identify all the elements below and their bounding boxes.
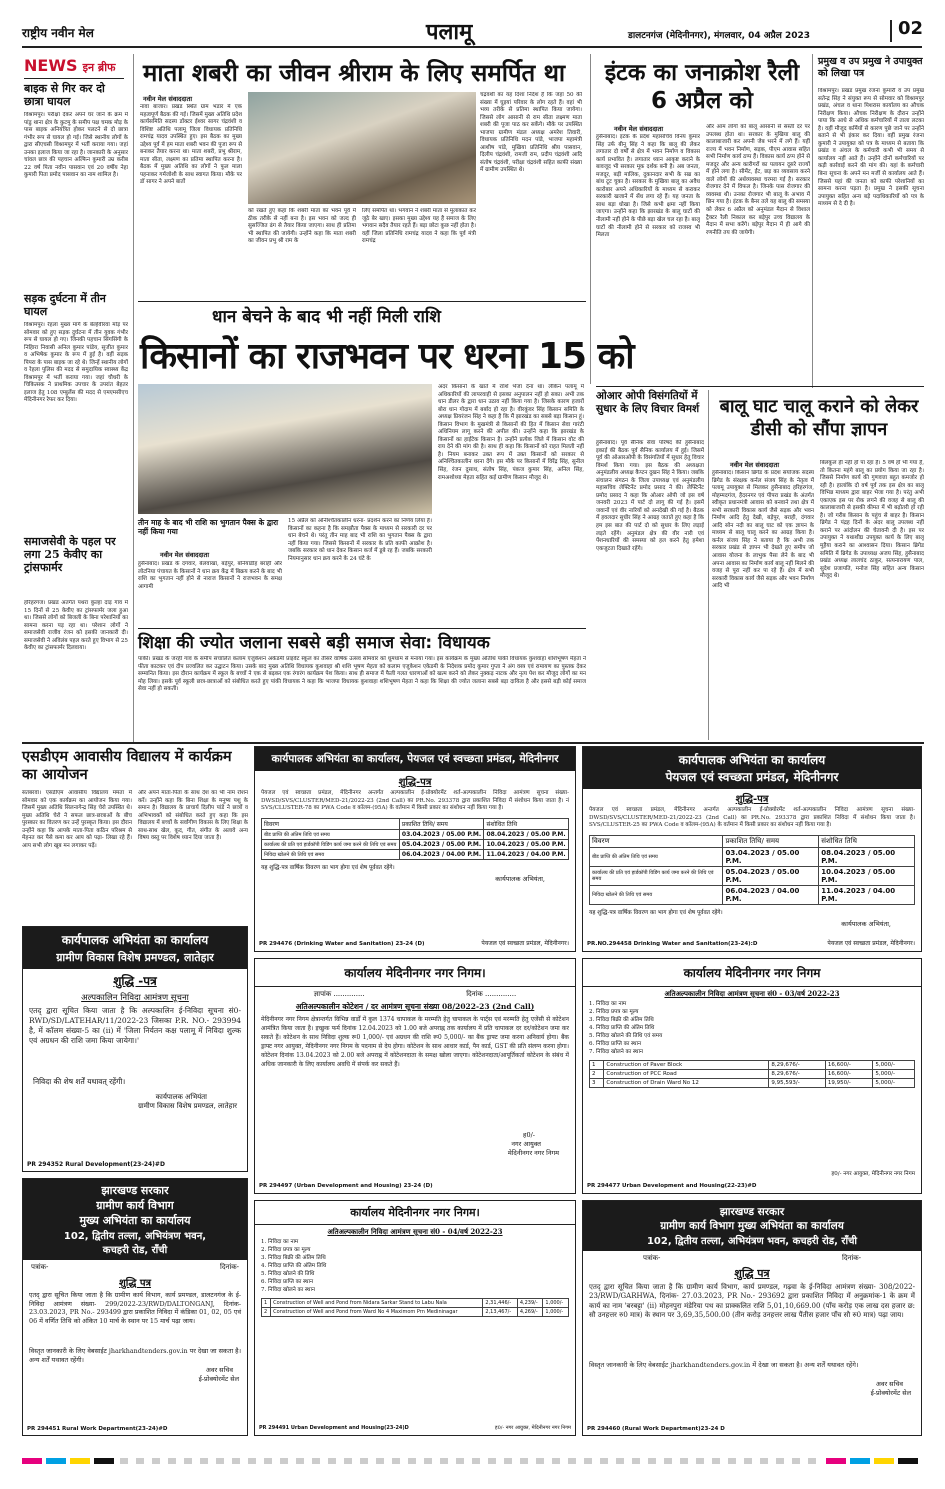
ad-nc2-rows: 1. निविदा का नाम 2. निविदा प्रपत्र का मूल्य 3. निविदा बिक्री की अंतिम तिथि 4. निविदा प्राप्ति की अंतिम तिथि 5. निविदा खोलने की तिथि 6. निविदा प्राप्ति का स्थान 7. निविदा खोलने का स्थान xyxy=(261,1239,327,1293)
ad-nc-head: कार्यालय मेदिनीनगर नगर निगम। xyxy=(255,959,575,987)
ad-rural-sub: अल्पकालिन निविदा आमंत्रण सूचना xyxy=(81,993,189,1003)
ad-jhl-head-4: 102, द्वितीय तल्ला, अभियंत्रण भवन, xyxy=(63,1231,207,1242)
ad-peyjal-right xyxy=(582,746,922,952)
body-balu-1: हुसैनाबाद। किसान ब्रिगेड के प्रदेश संयोजक सदस्य ब्रिगेड के संरक्षक कर्नल संजय सिंह के नेतृत्व में पलामू उपायुक्त से मिलकर हुसैनाबाद हरिहरगंज, मोहम्मदगंज, हैदरनगर एवं पीपरा प्रखंड के अंतर्गत स्वीकृत प्रधानमंत्री आवास को बनवाने तथा क्षेत्र में सभी सरकारी विकास कार्य जैसे सड़क और भवन निर्माण आदि हेतु देखी, बड़ेपुर, बराही, दंगवार आदि सोन नदी का बालू घाट को एक ज्ञापन के माध्यम से बालू चालू करने का आग्रह किया है। कर्नल संजय सिंह ने बताया है कि अभी तक सरकार प्रखंड से ज्ञापन भी देखते हुए समीप जो आवास योजना के लाभुक पैसा लेने के बाद भी अपना आवास का निर्माण कार्य बालू नहीं मिलने की वजह से पूरा नहीं कर पा रहे हैं। क्षेत्र में सभी सरकारी विकास कार्य जैसे सड़क और भवन निर्माण आदि भी xyxy=(712,470,814,590)
brief-headline-3: समाजसेवी के पहल पर लगा 25 केवीए का ट्रांसफार्मर xyxy=(24,535,116,575)
brief-headline-1: बाइक से गिर कर दो छात्रा घायल xyxy=(24,82,105,109)
ad-nc-pr: PR 294497 (Urban Development and Housing) 23-24 (D) xyxy=(259,1183,433,1189)
ad-nr-sub: अतिअल्पकालीन निविदा आमंत्रण सूचना सं0 - 03/वर्ष 2022-23 xyxy=(664,989,840,998)
headline-shiksha: शिक्षा की ज्योत जलाना सबसे बड़ी समाज सेवा: विधायक xyxy=(138,633,490,653)
ad-nc2-table: 1 Construction of Well and Pond from Nidara Sarkar Stand to Labu Nala 2,31,446/- 4,239/- 1,000/- 2 Construction of Well and Pond from Ward No 4 Maximom Prn Medininagar 2,13,467/- 4,269/- 1,000/- xyxy=(261,1298,569,1317)
brief-body-3: हरिहरगंज। प्रखंड अंतर्गत पथरा कुल्हा दाड़ गांव में 15 दिनों से 25 केवीए का ट्रांसफार्मर जला हुआ था। जिससे लोगों को बिजली के बिना परेशानियों का सामना करना पड़ रहा था। परेशान लोगों ने समाजसेवी राजीव रंजन को इसकी जानकारी दी। समाजसेवी ने अविलंब पहल करते हुए विभाग से 25 केवीए का ट्रांसफार्मर दिलवाया। xyxy=(24,600,128,652)
ad-jhr-dinank: दिनांक- xyxy=(842,1254,861,1262)
ad-jhl-patrank: पत्रांक- xyxy=(31,1263,49,1271)
body-inqlab-1: हुसैनाबाद। इंटक के प्रदेश महासचिव विनय कुमार सिंह उर्फ बीनू सिंह ने कहा कि बालू की लेकर लगातार दो वर्षों से क्षेत्र में भवन निर्माण व विकास कार्य प्रभावित है। लगातार ध्यान आकृष्ट कराने के बावजूद भी सरकार मूक दर्शक बनी है। अब जनता, मजदूर, बड़ी मालिक, दुकानदार सभी के सब्र का बांध टूट चुका है। सरकार के मुखिया बालू का अवैध कारोबार अपने अधिकारियों के माध्यम से कराकर सरकारी खजाने में सेंध लगा रहे हैं। यह जनता के साथ बड़ा धोखा है। जिसे कभी क्षमा नहीं किया जाएगा। उन्होंने कहा कि झारखंड के बालू घाटों की नीलामी नहीं होने के पीछे बड़ा खेल चल रहा है। बालू घाटों की नीलामी होने से सरकार को राजस्व भी मिलता xyxy=(596,134,700,239)
ad-nc-sign-2: नगर आयुक्त xyxy=(511,1140,541,1148)
ad-nc-patrank: ज्ञापांक .............. xyxy=(313,990,365,998)
ad-pr-pr: PR.NO.294458 Drinking Water and Sanitation(23-24):D xyxy=(587,941,758,947)
ad-jhl-shuddhi: शुद्धि पत्र xyxy=(118,1278,152,1289)
byline-balu: नवीन मेल संवाददाता xyxy=(730,461,779,469)
body-dharna-2: 15 अप्रैल को अनिश्चितकालीन धरना- प्रदर्शन करने का निर्णय लिया है। किसानों का कहना है कि समझौता पैक्स के माध्यम से सरकारी दर पर धान बेचने थे। परंतु तीन माह बाद भी राशि का भुगतान पैक्स के द्वारा नहीं किया गया। जिससे किसानों में सरकार के प्रति काफी आक्रोश है। जबकि सरकार को धान देकर किसान कर्ज में डूबे रह हैं। जबकि सरकारी नियमानुसार धान क्रय करने के 24 घंटे के xyxy=(288,518,432,562)
ad-nr-pr: PR 294477 Urban Development and Housing(22-23)#D xyxy=(587,1183,757,1189)
ad-pr-line2: यह शुद्धि-पत्र वार्षिक विवरण का भाग होगा एवं शेष पूर्ववत रहेंगे। xyxy=(589,910,723,916)
ad-jhr-sign-1: अवर सचिव xyxy=(875,1380,903,1388)
ad-nr-sign: ह0/- नगर आयुक्त, मेदिनीनगर नगर निगम xyxy=(831,1171,915,1177)
ad-pc-shuddhi: शुद्धि-पत्र xyxy=(398,777,432,788)
ad-jhl-sign-2: ई-प्रोक्योरमेंट सेल xyxy=(198,1375,239,1383)
ad-rural-shuddhi: शुद्धि -पत्र xyxy=(113,974,157,988)
ad-pr-sign-2: पेयजल एवं स्वच्छता प्रमंडल, मेदिनीनगर। xyxy=(827,940,915,947)
ad-rural-sign-2: ग्रामीण विकास विशेष प्रमण्डल, लातेहार xyxy=(137,1102,237,1110)
body-shiksha: पांकी। प्रखंड के जरही गांव के समीप संचालित कलाम एजुकेशन अकेडमी प्राइवेट स्कूल का तीसरे वार्षिक उत्सव सोमवार को धूमधाम से मनाया गया। इस कार्यक्रम के मुख्य अतिथि पांकी विधायक कुशवाहा शशिभूषण मेहता ने फीता काटकर एवं दीप प्रज्वलित कर उद्घाटन किया। उसके बाद मुख्य अतिथि विधायक कुशवाहा श्री शशि भूषण मेहता को कलाम एजुकेशन एकेडमी के निदेशक प्रमोद कुमार गुप्ता ने अंग वस्त्र एवं रामायण का पुस्तक देकर सम्मानित किया। इस दौरान कार्यक्रम में स्कूल के बच्चों ने एक से बढ़कर एक रंगारंग कार्यक्रम पेश किया। साथ ही समाज में फैली गलत धारणाओं को खत्म करने को लेकर नुक्कड़ नाटक और नृत्य पेश कर मौजूद लोगों का मन मोह लिया। इसके पूर्व स्कूली छात्र-छात्राओं को संबोधित करते हुए पांकी विधायक ने कहा कि भाजपा विधायक कुशवाहा शशिभूषण मेहता ने कहा कि शिक्षा की ज्योत जलाना सबसे बड़ा दायित्व है और इससे बड़ी कोई समाज सेवा नहीं हो सकती। xyxy=(138,656,586,693)
ad-pc-table: विवरण प्रकाशित तिथि/ समय संशोधित तिथि बीड प्राप्ति की अंतिम तिथि एवं समय 03.04.2023 / 05.00 P.M. 08.04.2023 / 05.00 P.M. कार्यालय की प्रति एवं हार्डकॉपी विडिंग कार्य जमा करने की तिथि एवं समय 05.04.2023 / 05.00 P.M. 10.04.2023 / 05.00 P.M. निविदा खोलने की तिथि एवं समय 06.04.2023 / 04.00 P.M. 11.04.2023 / 04.00 P.M. xyxy=(261,818,569,860)
ad-pr-shuddhi: शुद्धि-पत्र xyxy=(735,794,769,805)
news-brief-label: NEWS इन ब्रीफ xyxy=(24,56,116,75)
body-balu-2: बिलकुल ही नहीं हो पा रहा है। 5 वर्ष हो भी गया है, तो कितना महंगे बालू का प्रयोग किया जा रहा है। जिससे निर्माण कार्य की गुणवत्ता बहुत कमजोर हो रही है। हालांकि दो वर्ष पूर्व तक इस क्षेत्र का बालू विभिन्न माध्यम द्वारा बाहर भेजा गया है। परंतु अभी एकाएक इस पर रोक लगने की वजह से बालू की कालाबाजारी से इसकी कीमत में भी बढ़ोतरी हो रही है। जो गरीब किसान के पहुंच से बाहर है। किसान ब्रिगेड ने पंद्रह दिनों के अंदर बालू उपलब्ध नहीं कराने पर आंदोलन की चेतावनी दी है। इस पर उपायुक्त ने यथाशीघ्र उपयुक्त कार्य के लिए बालू मुहैया कराने का आश्वासन दिया। किसान ब्रिगेड समिति में ब्रिगेड के उपाध्यक्ष अजय सिंह, हुसैनाबाद प्रखंड अध्यक्ष लालचंद ठाकुर, सत्यनारायण पाल, सुदेश प्रजापति, मनोज सिंह सहित अन्य किसान मौजूद थे। xyxy=(820,460,924,580)
body-pramukh: विश्रामपुर। प्रखंड प्रमुख रंजना कुमारी व उप प्रमुख सतेन्द्र सिंह ने संयुक्त रूप से सोमवार को विश्रामपुर प्रखंड, अंचल व थाना पिशरास कार्यालय का औचक निरीक्षण किया। औचक निरीक्षण के दौरान उन्होंने पाया कि आधे से अधिक कर्मचारियों में ताला लटका है। वहीं मौजूद कर्मियों से कारण पूछे जाने पर उन्होंने बताने से भी इंकार कर दिया। वहीं प्रमुख रंजना कुमारी ने उपायुक्त को पत्र के माध्यम से बताया कि प्रखंड व अंचल के कर्मचारी कभी भी समय से कार्यालय नहीं आते हैं। उन्होंने दोनों कर्मचारियों पर कड़ी कार्रवाई करने की मांग की। यहां के कर्मचारी बिना सूचना के अपने मन मर्जी से कार्यालय आते हैं। जिससे यहां की जनता को काफी परेशानियों का सामना करना पड़ता है। प्रमुख ने इसकी सूचना उपायुक्त सहित अन्य बड़े पदाधिकारियों को पत्र के माध्यम से दे दी है। xyxy=(818,88,924,208)
kicker-dharna: धान बेचने के बाद भी नहीं मिली राशि xyxy=(212,307,441,327)
brief-body-2: विश्रामपुर। रेहला मुख्य मार्ग के बेल्हेवीरवा मोड़ पर सोमवार को हुए सड़क दुर्घटना में तीन युवक गंभीर रूप से घायल हो गए। जिनकी पहचान सिंगसिंगी के निहिारा निवासी अनिल कुमार पांडेय, सुजीत कुमार व अभिषेक कुमार के रूप में हुई है। वहीं सड़क पिपरा के पास बाइक जा रहे थे। जिन्हें स्थानीय लोगों व रेहला पुलिस की मदद से समुदायिक स्वास्थ्य केंद्र विश्रामपुर में भर्ती कराया गया। जहां चौधरी के चिकित्सक ने प्राथमिक उपचार के उपरांत बेहतर इलाज हेतु 108 एम्बुलेंस की मदद से एमएमसीएच मेदिनीनगर रेफर कर दिया। xyxy=(24,322,128,404)
body-shabari-1: नावा बाजार। प्रखंड स्थित ग्राम भंडार में एक महत्वपूर्ण बैठक की गई। जिसमें मुख्य अतिथि प्रदेश कार्यसमिति सदस्य डॉक्टर ईश्वर सागर चंद्रवंशी व विशिष्ट अतिथि पलामू जिला विधायक प्रतिनिधि रामचंद्र यादव उपस्थित हुए। इस बैठक का मुख्य उद्देश्य पूर्व में हम माता शबरी भवन की पूजा रूप से बनाकर तैयार करना था। माता शबरी, प्रभु श्रीराम, माता सीता, लक्ष्मण का प्रतिमा स्थापित करना है। बैठक में मुख्य अतिथि का लोगों ने फूल माला पहनाकर गर्मजोशी के साथ स्वागत किया। मौके पर डॉ सागर ने अपने बातों xyxy=(140,104,242,186)
ad-rural-latehar xyxy=(22,926,248,1172)
body-dharna-3: अंदर किसानों के खाते में राशि भेजा देना था। लेकिन पलामू में अधिकारियों की लापरवाही से इसका अनुपालन नहीं हो सका। अभी तक धान डीलर के द्वारा धान उठाव नहीं किया गया है। जिसके कारण हजारों बोरा धान गोदाम में बर्बाद हो रहा है। वीरकुंवर सिंह किसान समिति के अध्यक्ष प्रियरंजन सिंह ने कहा है कि मैं झारखंड का सबसे बड़ा किसान हूं। किसान विभाग के मुखमंत्री से किसानों की हित में किसान सेवा गारंटी अधिनियम लागू करने की अपील की। उन्होंने कहा कि झारखंड के किसानों का हाईटेक किसान है। उन्होंने प्रत्येक जिले में किसान वोट की राय देने की मांग की है। साथ ही कहा कि किसानों को राहत मिलती नहीं है। नियम बनाकर उक्त रूप में उक्त किसानों को सरकार से अनिश्चितकालीन धरना देंगे। इस मौके पर किसानों में विरेंद्र सिंह, सुनील सिंह, रंजन दुसाध, संतोष सिंह, पंकज कुमार सिंह, अनिल सिंह, रामअशोध्या मेहता सहित कई ग्रामीण किसान मौजूद थे। xyxy=(438,384,584,481)
ad-jharkhand-left xyxy=(22,1178,248,1436)
headline-dharna: किसानों का राजभवन पर धरना 15 को xyxy=(140,336,634,377)
ad-jharkhand-right xyxy=(582,1200,922,1436)
ad-jhr-shuddhi: शुद्धि पत्र xyxy=(734,1267,770,1280)
brief-headline-2: सड़क दुर्घटना में तीन घायल xyxy=(24,292,106,319)
photo-shabari-meeting xyxy=(248,92,476,204)
ad-jhr-patrank: पत्रांक- xyxy=(643,1254,661,1262)
photo-farmers-group xyxy=(138,384,432,514)
ad-nc-sign-1: ह0/- xyxy=(523,1131,535,1139)
byline-dharna: नवीन मेल संवाददाता xyxy=(160,551,209,559)
headline-ekalavya: एसडीएम आवासीय विद्यालय में कार्यक्रम का आयोजन xyxy=(22,749,232,784)
headline-balu: बालू घाट चालू कराने को लेकर डीसी को सौंपा ज्ञापन xyxy=(719,396,919,440)
ad-pc-head: कार्यपालक अभियंता का कार्यालय, पेयजल एवं स्वच्छता प्रमंडल, मेदिनीनगर xyxy=(255,747,575,771)
brief-body-1: विश्रामपुर। परीक्षा देकर अपने घर जाने के क्रम में पांडु थाना क्षेत्र के कुटमु के समीप पक्ष चमक मोड़ के पास बाइक अनियंत्रित होकर पलटने से दो छात्रा गंभीर रूप से घायल हो गई। जिसे स्थानीय लोगों के द्वारा सीएचसी विश्रामपुर में भर्ती कराया गया। जहां उनका इलाज किया जा रहा है। जानकारी के अनुसार चांवल छात्र की पहचान अल्फिन कुमारी उम्र करीब 22 वर्ष पिता नवीन पासवान एवं 20 वर्षीय नेहा कुमारी पिता प्रमोद पासवान का नाम शामिल है। xyxy=(24,112,128,179)
ad-jhr-head-2: ग्रामीण कार्य विभाग मुख्य अभियंता का कार्यालय xyxy=(660,1220,844,1232)
ad-jhl-head-3: मुख्य अभियंता का कार्यालय xyxy=(79,1214,191,1227)
body-ekalavya-1: सतबरवा। एसडीएम आवासीय विद्यालय ममता में सोमवार को एक कार्यक्रम का आयोजन किया गया। जिसमें मुख्य अतिथि सिलनागेन्द्र सिंह चेरो उपस्थित थे। मुख्य अतिथि चेरो ने सफल छात्र-छात्राओं के बीच पुरस्कार का वितरण कर उन्हें पुरस्कृत किया। इस दौरान उन्होंने कहा कि आपके माता-पिता कठिन परिश्रम से मेहनत कर पैसे कमा कर आप को पढ़ा- लिखा रहे हैं। आप सभी लोग खूब मन लगाकर पढ़ें। xyxy=(22,790,132,849)
ad-jhl-dinank: दिनांक- xyxy=(220,1263,239,1271)
ad-jhl-head-5: कचहरी रोड, राँची xyxy=(102,1245,168,1256)
ad-pc-line2: यह शुद्धि-पत्र वार्षिक विवरण का भाग होगा एवं शेष पूर्ववत रहेंगे। xyxy=(261,865,395,871)
ad-jhr-head-3: 102, द्वितीय तल्ला, अभियंत्रण भवन, कचहरी रोड, राँची xyxy=(646,1236,858,1247)
ad-nr-table: 1 Construction of Paver Block 8,29,676/- 16,600/- 5,000/- 2 Construction of PCC Road 8,29,676/- 16,600/- 5,000/- 3 Construction of Drain Ward No 12 9,95,593/- 19,950/- 5,000/- xyxy=(589,1060,915,1088)
ad-jhl-body: एतद् द्वारा सूचित किया जाता है कि ग्रामीण कार्य विभाग, कार्य प्रमण्डल, डालटनगंज के ई-निविदा आमंत्रण संख्या- 299/2022-23/RWD/DALTONGANJ, दिनांक- 23.03.2023, PR No.- 293499 द्वारा प्रकाशित निविदा में कंडिका 01, 02, 05 एवं 06 में वर्णित तिथि को अंकित 10 मार्च के स्थान पर 15 मार्च पढ़ा जाय। xyxy=(29,1291,241,1325)
ad-jhl-sign-1: अवर सचिव xyxy=(205,1366,233,1374)
ad-pc-body: पेयजल एवं स्वच्छता प्रमंडल, मेदिनीनगर अन्तर्गत अल्पकालीन ई-प्रोक्योरमेंट शर्त-अल्पकालीन निविदा आमंत्रण सूचना संख्या-DWSD/SVS/CLUSTER/MED-21/2022-23 (2nd Call) का PR.No. 293378 द्वारा प्रकाशित निविदा में संशोधन किया जाता है। नं SVS/CLUSTER-78 का PWA Code व कॉलम-(95A) के वर्तमान में किसी प्रकार का संशोधन नहीं किया गया है। xyxy=(261,790,569,812)
ad-jhr-pr: PR 294460 (Rural Work Department)23-24 D xyxy=(587,1426,725,1432)
byline-shabari: नवीन मेल संवाददाता xyxy=(143,95,192,103)
section-title: पलामू xyxy=(426,20,473,45)
ad-pc-sign-2: पेयजल एवं स्वच्छता प्रमंडल, मेदिनीनगर। xyxy=(481,940,569,947)
ad-rural-pr: PR 294352 Rural Development(23-24)#D xyxy=(27,1161,165,1168)
ad-jhr-body: एतद् द्वारा सूचित किया जाता है कि ग्रामीण कार्य विभाग, कार्य प्रमण्डल, गढ़वा के ई-निविदा आमंत्रण संख्या- 308/2022-23/RWD/GARHWA, दिनांक- 27.03.2023, PR No.- 293692 द्वारा प्रकाशित निविदा में अनुक्रमांक-1 के क्रम में कार्य का नाम 'बरबट्टा' (ii) मोहनपुरा मंडेरिया पथ का प्राक्कलित राशि 5,01,10,669.00 (पाँच करोड़ एक लाख दस हजार छ: सौ उनहत्तर रु0 मात्र) के स्थान पर 3,69,35,500.00 (तीन करोड़ उनहत्तर लाख पैंतीस हजार पाँच सौ रु0 मात्र) पढ़ा जाय। xyxy=(589,1283,915,1320)
body-ekalavya-2: और अपने माता-पिता के साथ देश का भी नाम रोशन करें। उन्होंने कहा कि बिना शिक्षा के मनुष्य पशु के समान है। विद्यालय के प्राचार्य दिलीप पांडे ने छात्रों व अभिभावकों को संबोधित करते हुए कहा कि इस विद्यालय में बच्चों के सर्वांगीण विकास के लिए शिक्षा के साथ-साथ खेल, कूद, गीत, संगीत के अलावे अन्य विषय वस्तु पर विशेष ध्यान दिया जाता है। xyxy=(138,790,248,842)
ad-peyjal-center xyxy=(254,746,576,952)
ad-nagar-right xyxy=(582,958,922,1194)
body-oapi: हुसैनाबाद। पूर्व सैनिक सेवा परिषद की हुसैनाबाद इकाई की बैठक पूर्व सैनिक कार्यालय में हुई। जिसमें पूर्व की ओआरओपी के विसंगतियों में सुधार हेतु विचार विमर्श किया गया। इस बैठक की अध्यक्षता अनुमंडलीय अध्यक्ष कैप्टन दुखन सिंह ने किया। जबकि संचालन संगठन के जिला उपाध्यक्ष एवं अनुमंडलीय महासचिव लेफ्टिनेंट प्रमोद प्रसाद ने की। लेफ्टिनेंट प्रमोद प्रसाद ने कहा कि ओआर ओपी जो इस वर्ष जनवरी 2023 में पार्ट दो लागू की गई है। इसमें जवानों एवं वीर नारियों को अनदेखी की गई है। बैठक में हवलदार सुधीर सिंह ने आग्रह जताते हुए कहा है कि हम इस बात की पार्ट दो को सुधार के लिए लड़ाई लड़ते रहेंगे। अनुमंडल क्षेत्र की वीर नारी एवं पेंशनधारियों की समस्या को हल करने हेतु हमेशा एकजुटता दिखाते रहेंगे। xyxy=(596,440,704,552)
page-number: 02 xyxy=(898,18,924,39)
caption-dharna: तीन माह के बाद भी राशि का भुगतान पैक्स के द्वारा नहीं किया गया xyxy=(138,518,279,537)
ad-nc-sign-3: मेदिनीनगर नगर निगम xyxy=(507,1149,559,1157)
body-inqlab-2: और आम लोगों को बालू आसानी से सस्ती दर पर उपलब्ध होता था। सरकार के मुखिया बालू की कालाबाजारी कर अपनी जेब भरने में लगे हैं। यहीं राज्य में भवन निर्माण, सड़क, पीएम आवास सहित सभी निर्माण कार्य ठप्प हैं। विकास कार्य ठप्प होने से मजदूर और अन्य कारीगरों का पलायन दूसरे राज्यों में होने लगा है। सीमेंट, ईंट, छड़ का व्यवसाय करने वाले लोगों की अर्थव्यवस्था चरमरा गई है। सरकार रोजगार देने में विफल है। जिनके पास रोजगार की व्यवस्था थी। उनका रोजगार भी बालू के अभाव में छिन गया है। इंटक के बैनर तले यह बालू की समस्या को लेकर 6 अप्रैल को अनुमंडल मैदान से विशाल ट्रैक्टर रैली निकाल कर बड़ेपुर उच्च विद्यालय के मैदान में सभा करेंगे। बड़ेपुर मैदान में ही आगे की रणनीति तय की जायेगी। xyxy=(706,124,810,236)
headline-oapi: ओआर ओपी विसंगतियों में सुधार के लिए विचार विमर्श xyxy=(596,390,700,416)
headline-shabari: माता शबरी का जीवन श्रीराम के लिए समर्पित था xyxy=(143,59,566,87)
ad-jhl-body-2: विस्तृत जानकारी के लिए वेबसाईट jharkhandtenders.gov.in पर देखा जा सकता है। अन्य शर्तें यथावत रहेंगी। xyxy=(29,1347,241,1364)
ad-nc2-pr: PR 294491 Urban Development and Housing(23-24)D xyxy=(259,1425,409,1431)
ad-nc-dinank: दिनांक .............. xyxy=(466,990,517,998)
ad-jhr-head-1: झारखण्ड सरकार xyxy=(719,1206,785,1218)
ad-rural-sign-1: कार्यपालक अभियंता xyxy=(155,1093,207,1101)
ad-nc2-head: कार्यालय मेदिनीनगर नगर निगम। xyxy=(255,1201,575,1225)
headline-pramukh: प्रमुख व उप प्रमुख ने उपायुक्त को लिखा पत्र xyxy=(818,56,923,79)
ad-rural-head-2: ग्रामीण विकास विशेष प्रमण्डल, लातेहार xyxy=(56,951,214,964)
ad-pr-sign-1: कार्यपालक अभियंता, xyxy=(841,920,891,928)
ad-jhl-head-2: ग्रामीण कार्य विभाग xyxy=(96,1199,174,1212)
ad-rural-body: एतद् द्वारा सूचित किया जाता है कि अल्पकालिन ई-निविदा सूचना सं0-RWD/SD/LATEHAR/11/2022-23 जिसका P.R. NO.- 293994 है, में कॉलम संख्या-5 का (ii) में 'जिला निर्यतन कक्ष पलामू में निविदा शुल्क एवं अग्रधन की राशि जमा किया जायेगा।' xyxy=(29,1006,241,1046)
ad-nc-body: मेदिनीनगर नगर निगम क्षेत्रान्तर्गत विभिन्न वार्डों में कुल 1374 चापाकल के मरम्मति हेतु चापाकल के पार्ट्स एवं मरम्मति हेतु एजेंसी से कोटेशन आमंत्रित किया जाता है। इच्छुक फर्म दिनांक 12.04.2023 को 1.00 बजे अपराह्न तक कार्यालय में प्रति चापाकल दर दर/कोटेशन जमा कर सकते हैं। कोटेशन के साथ निविदा शुल्क रू0 1,000/- एवं अग्रधन की राशि रू0 5,000/- का बैंक ड्राफ्ट जमा करना अनिवार्य होगा। बैंक ड्राफ्ट नगर आयुक्त, मेदिनीनगर नगर निगम के पदनाम से देय होगा। कोटेशन के साथ आधार कार्ड, पैन कार्ड, GST की प्रति संलग्न करना होगा। कोटेशन दिनांक 13.04.2023 को 2.00 बजे अपराह्न में कोटेशनदाता के समक्ष खोला जाएगा। कोटेशनदाता/आपूर्तिकर्ता कोटेशन के संबंध में अधिक जानकारी के लिए कार्यालय अवधि में संपर्क कर सकते हैं। xyxy=(261,1016,569,1068)
dateline: डालटनगंज (मेदिनीनगर), मंगलवार, 04 अप्रैल 2023 xyxy=(628,31,811,41)
body-shabari-3: लिए समर्पित था। भगवान ने शबरी माता से मुलाकात कर जूठे बेर खाए। इसका मुख्य उद्देश्य यह है समाज के लिए भगवान सदैव तैयार रहते हैं। बड़ा छोटा कुछ नहीं होता है। वहीं जिला प्रतिनिधि रामचंद्र यादव ने कहा कि पूर्व मंत्री रामचंद्र xyxy=(362,208,476,245)
ad-pr-body: पेयजल एवं स्वच्छता प्रमंडल, मेदिनीनगर अन्तर्गत अल्पकालीन ई-प्रोक्योरमेंट शर्त-अल्पकालीन निविदा आमंत्रण सूचना संख्या-DWSD/SVS/CLUSTER/MED-21/2022-23 (2nd Call) का PR.No. 293378 द्वारा प्रकाशित निविदा में संशोधन किया जाता है। SVS/CLUSTER-25 का PWA Code व कॉलम-(95A) के वर्तमान में किसी प्रकार का संशोधन नहीं किया गया है। xyxy=(589,807,915,829)
ad-jhr-sign-2: ई-प्रोक्योरमेंट सेल xyxy=(870,1389,911,1397)
ad-rural-head-1: कार्यपालक अभियंता का कार्यालय xyxy=(61,933,209,947)
ad-nc-sub: अतिअल्पकालीन कोटेशन / दर आमंत्रण सूचना संख्या 08/2022-23 (2nd Call) xyxy=(295,1002,535,1011)
ad-rural-line2: निविदा की शेष शर्तें यथावत् रहेंगी। xyxy=(33,1077,126,1086)
body-shabari-4: चंद्रवंशी का यह दिशा निर्देश है कि जहां 50 की संख्या में घुइयां परिवार के लोग रहते हैं। वहां भी भव्य तरीके से प्रतिमा स्थापित किया जायेगा। जिससे लोग आसानी से राम सीता लक्ष्मण माता शबरी की पूजा पाठ कर सकेंगे। मौके पर उपस्थित भाजपा ग्रामीण मंडल अध्यक्ष अमरेश तिवारी, विधायक प्रतिनिधि मदन पांडे, भाजपा महामंत्री आशीष पांडे, मुखिया प्रतिनिधि श्रीय पासवान, दिलीप चंद्रवंशी, रामजी राम, प्रदीप चंद्रवंशी आदि संतोष चंद्रवंशी, परीक्षा चंद्रवंशी सहित काफी संख्या में ग्रामीण उपस्थित थे। xyxy=(480,92,582,174)
ad-jhr-body-2: विस्तृत जानकारी के लिए वेबसाईट jharkhandtenders.gov.in में देखा जा सकता है। अन्य शर्तें यथावत रहेंगे। xyxy=(589,1361,859,1369)
brand-logo: राष्ट्रीय नवीन मेल xyxy=(22,26,94,40)
ad-pc-sign-1: कार्यपालक अभियंता, xyxy=(495,875,545,883)
ad-nr-head: कार्यालय मेदिनीनगर नगर निगम xyxy=(583,959,921,987)
ad-pr-head-1: कार्यपालक अभियंता का कार्यालय xyxy=(678,753,826,767)
ad-nagar-center xyxy=(254,958,576,1194)
ad-nc2-sub: अतिअल्पकालीन निविदा आमंत्रण सूचना सं0 - 04/वर्ष 2022-23 xyxy=(327,1227,503,1236)
ad-pr-table: विवरण प्रकाशित तिथि/ समय संशोधित तिथि बीड प्राप्ति की अंतिम तिथि एवं समय 03.04.2023 / 05.00 P.M. 08.04.2023 / 05.00 P.M. कार्यालय की प्रति एवं हार्डकॉपी विडिंग कार्य जमा करने की तिथि एवं समय 05.04.2023 / 05.00 P.M. 10.04.2023 / 05.00 P.M. निविदा खोलने की तिथि एवं समय 06.04.2023 / 04.00 P.M. 11.04.2023 / 04.00 P.M. xyxy=(589,835,915,905)
ad-pc-pr: PR 294476 (Drinking Water and Sanitation) 23-24 (D) xyxy=(259,941,425,947)
ad-jhl-head-1: झारखण्ड सरकार xyxy=(101,1184,169,1197)
byline-inqlab: नवीन मेल संवाददाता xyxy=(614,125,663,133)
ad-pr-head-2: पेयजल एवं स्वच्छता प्रमंडल, मेदिनीनगर xyxy=(665,770,839,784)
ad-nr-rows: 1. निविदा का नाम 2. निविदा प्रपत्र का मूल्य 3. निविदा बिक्री की अंतिम तिथि 4. निविदा प्राप्ति की अंतिम तिथि 5. निविदा खोलने की तिथि एवं समय 6. निविदा प्राप्ति का स्थान 7. निविदा खोलने का स्थान xyxy=(589,1001,663,1055)
headline-inqlab: इंटक का जनाक्रोश रैली 6 अप्रैल को xyxy=(604,60,800,114)
ad-jhl-pr: PR 294451 Rural Work Department(23-24)#D xyxy=(27,1426,168,1432)
ad-nagar-center-2 xyxy=(254,1200,576,1436)
body-dharna-1: हुसैनाबाद। प्रखंड के दंगवार, बेलवाखा, बड़ेपुर, बनियाडीह बराही और लोटनिया पंचायत के किसानों ने धान क्रय केंद्र में बिक्रय करने के बाद भी राशि का भुगतान नहीं होने से नाराज किसानों ने राजभवन के समक्ष आगामी xyxy=(138,561,282,590)
ad-nc2-sign: ह0/- नगर आयुक्त, मेदिनीनगर नगर निगम xyxy=(494,1425,571,1431)
body-shabari-2: को रखते हुए कहा कि शबरी माता का भवन पूर्व में ठीक तरीके से नहीं बना है। इस भवन को जल्द ही सुसज्जित ढंग से तैयार किया जाएगा। साथ ही प्रतिमा भी स्थापित की जायेगी। उन्होंने कहा कि माता शबरी का जीवन प्रभु श्री राम के xyxy=(248,208,356,245)
